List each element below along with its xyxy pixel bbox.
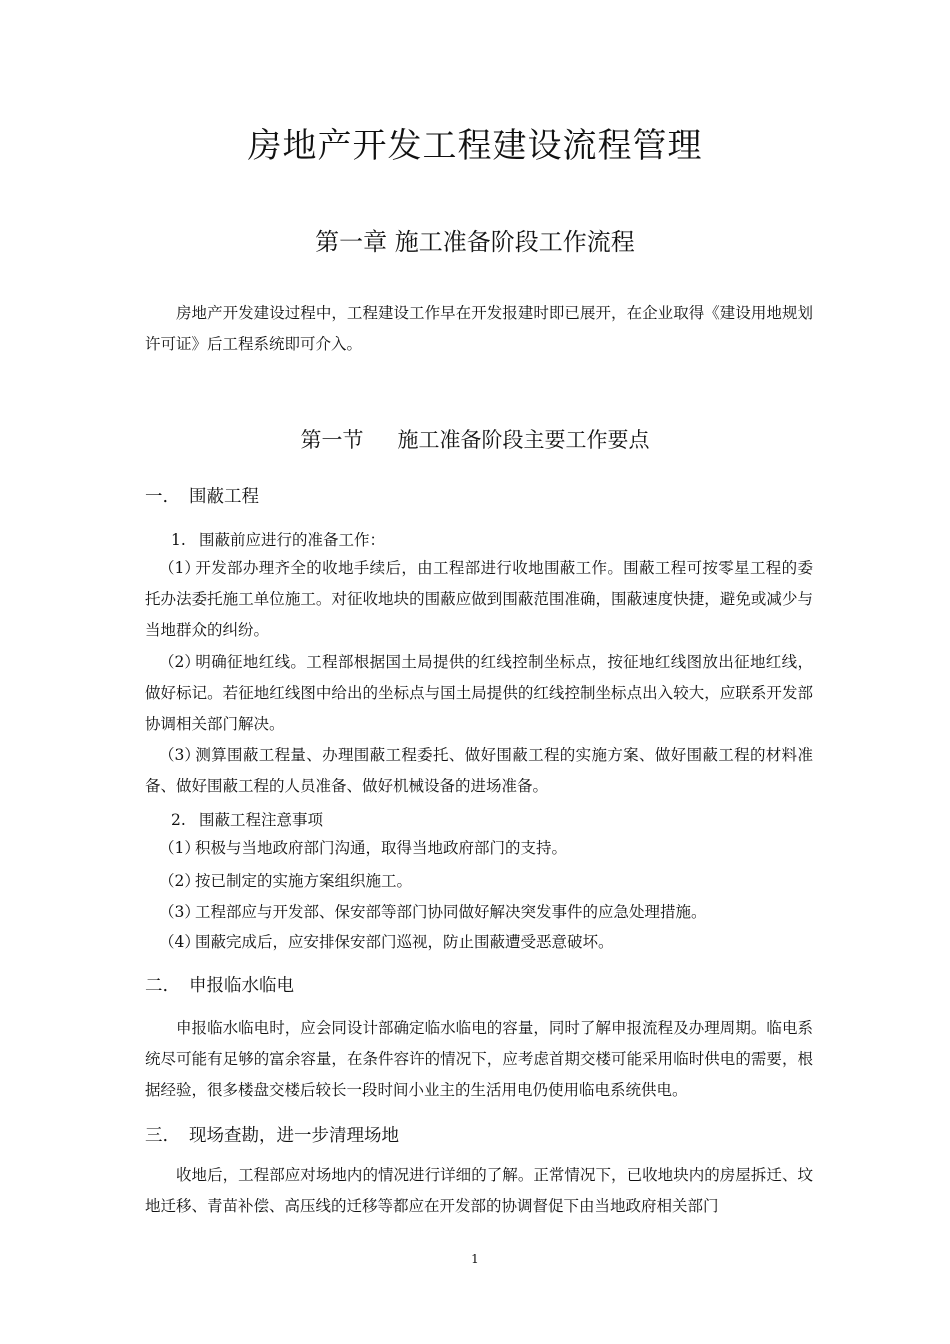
item-text: 工程部应与开发部、保安部等部门协同做好解决突发事件的应急处理措施。 [195,903,707,921]
heading-text: 围蔽工程 [189,487,259,507]
subheading-text: 围蔽工程注意事项 [199,811,324,829]
heading-number: 一. [145,487,169,507]
document-title: 房地产开发工程建设流程管理 [247,126,703,166]
list-item [145,866,813,897]
list-item [145,927,813,958]
item-text: 明确征地红线。工程部根据国土局提供的红线控制坐标点，按征地红线图放出征地红线，做好标记。若征地红线图中给出的坐标点与国土局提供的红线控制坐标点出入较大，应联系开发部协调相关部门解决。 [145,653,813,733]
item-number: （3） [159,746,200,764]
list-item [145,553,813,646]
item-number: （2） [159,872,200,890]
item-text: 按已制定的实施方案组织施工。 [195,872,413,890]
heading-text: 现场查勘，进一步清理场地 [189,1126,399,1146]
item-text: 测算围蔽工程量、办理围蔽工程委托、做好围蔽工程的实施方案、做好围蔽工程的材料准备、做好围蔽工程的人员准备、做好机械设备的进场准备。 [145,746,813,795]
list-item [145,833,813,864]
heading-number: 二. [145,976,169,996]
subheading-1 [171,528,385,550]
item-number: （2） [159,653,200,671]
section-title: 施工准备阶段主要工作要点 [397,428,650,452]
heading-text: 申报临水临电 [189,976,294,996]
item-text: 围蔽完成后，应安排保安部门巡视，防止围蔽遭受恶意破坏。 [195,933,614,951]
section-label: 第一节 [300,428,364,452]
item-text: 积极与当地政府部门沟通，取得当地政府部门的支持。 [195,839,568,857]
intro-paragraph: 房地产开发建设过程中，工程建设工作早在开发报建时即已展开，在企业取得《建设用地规划许可证》后工程系统即可介入。 [145,304,813,353]
paragraph-part3: 收地后，工程部应对场地内的情况进行详细的了解。正常情况下，已收地块内的房屋拆迁、坟地迁移、青苗补偿、高压线的迁移等都应在开发部的协调督促下由当地政府相关部门 [145,1166,813,1215]
heading-part3 [145,1122,399,1147]
heading-number: 三. [145,1126,169,1146]
item-number: （4） [159,933,200,951]
chapter-title: 第一章 施工准备阶段工作流程 [315,228,635,256]
list-item [145,740,813,802]
subheading-number: 1. [171,531,186,549]
heading-part2 [145,972,294,997]
list-item [145,897,813,928]
subheading-text: 围蔽前应进行的准备工作： [199,531,386,549]
subheading-2 [171,808,323,830]
item-number: （1） [159,559,200,577]
item-number: （1） [159,839,200,857]
item-text: 开发部办理齐全的收地手续后，由工程部进行收地围蔽工作。围蔽工程可按零星工程的委托办法委托施工单位施工。对征收地块的围蔽应做到围蔽范围准确，围蔽速度快捷，避免或减少与当地群众的纠纷。 [145,559,813,639]
section-heading [0,424,950,454]
subheading-number: 2. [171,811,186,829]
page-number: 1 [471,1252,479,1266]
list-item [145,647,813,740]
heading-part1 [145,483,259,508]
item-number: （3） [159,903,200,921]
paragraph-part2: 申报临水临电时，应会同设计部确定临水临电的容量，同时了解申报流程及办理周期。临电系统尽可能有足够的富余容量，在条件容许的情况下，应考虑首期交楼可能采用临时供电的需要，根据经验，很多楼盘交楼后较长一段时间小业主的生活用电仍使用临电系统供电。 [145,1019,813,1099]
